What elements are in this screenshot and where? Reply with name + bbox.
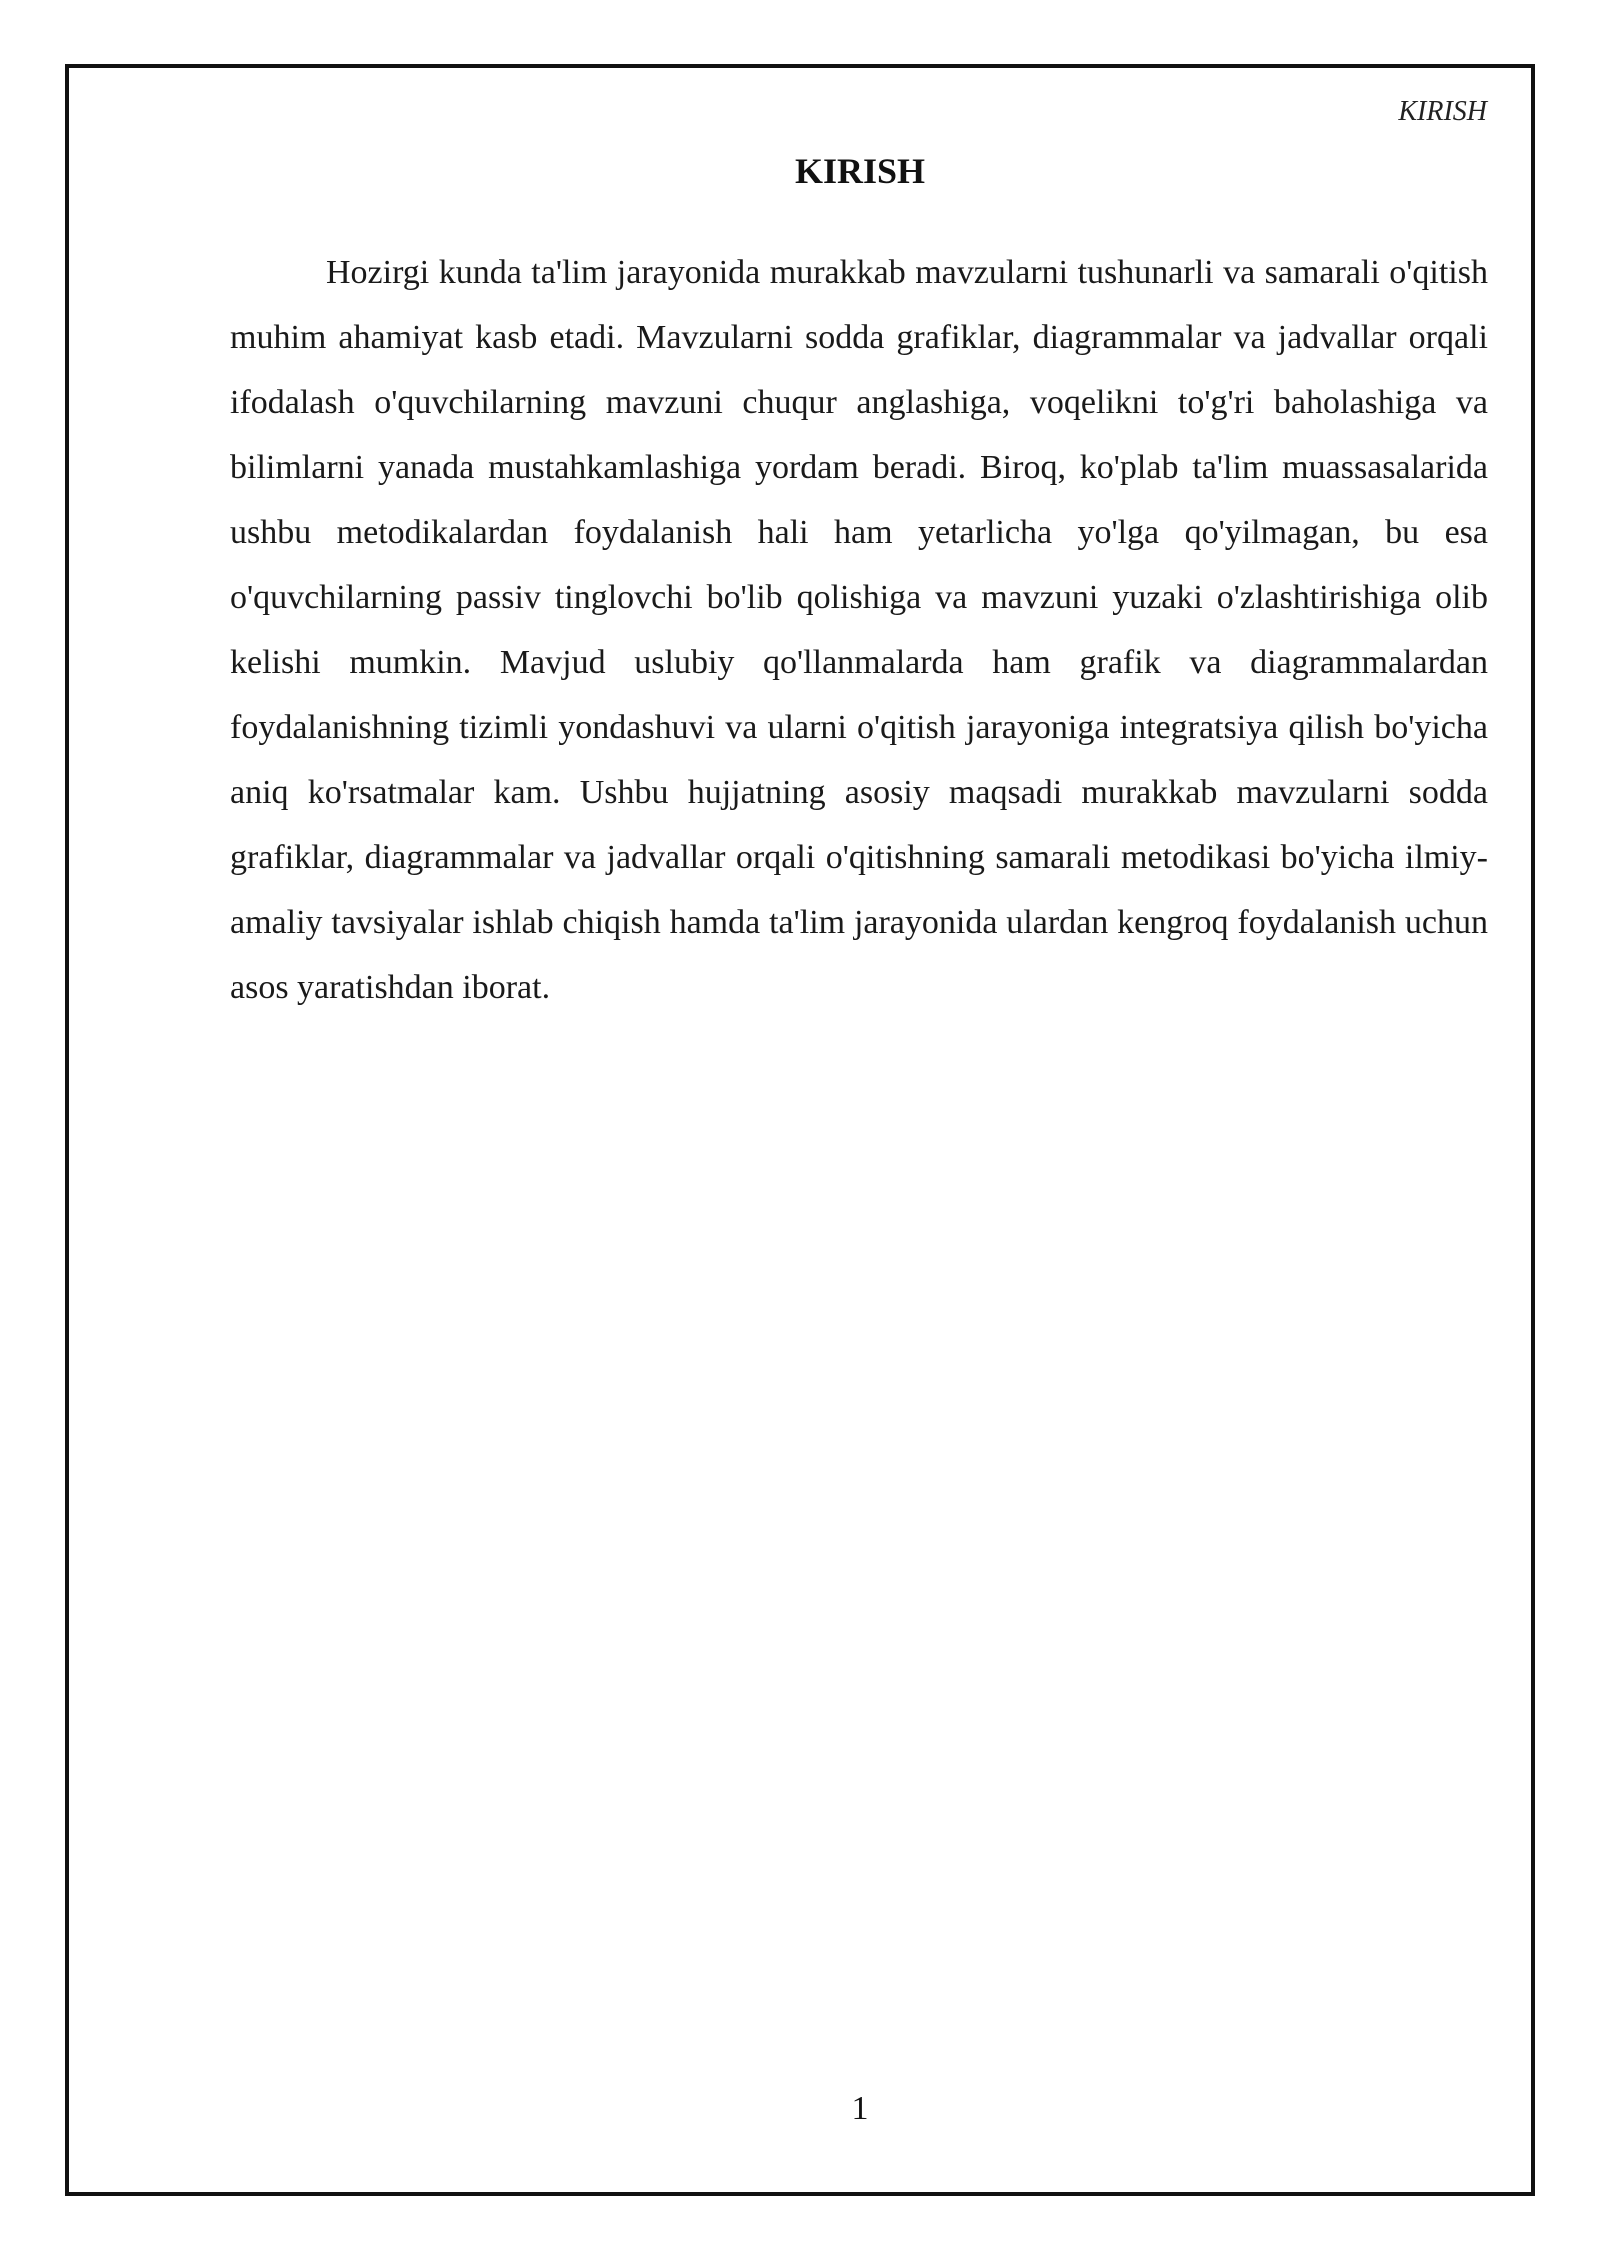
body-paragraph: Hozirgi kunda ta'lim jarayonida murakkab mavzularni tushunarli va samarali o'qitish muhim ahamiyat kasb etadi. Mavzularni sodda grafiklar, diagrammalar va jadvallar orqali ifodalash o'quvchilarning mavzuni chuqur anglashiga, voqelikni to'g'ri baholashiga va bilimlarni yanada mustahkamlashiga yordam beradi. Biroq, ko'plab ta'lim muassasalarida ushbu metodikalardan foydalanish hali ham yetarlicha yo'lga qo'yilmagan, bu esa o'quvchilarning passiv tinglovchi bo'lib qolishiga va mavzuni yuzaki o'zlashtirishiga olib kelishi mumkin. Mavjud uslubiy qo'llanmalarda ham grafik va diagrammalardan foydalanishning tizimli yondashuvi va ularni o'qitish jarayoniga integratsiya qilish bo'yicha aniq ko'rsatmalar kam. Ushbu hujjatning asosiy maqsadi murakkab mavzularni sodda grafiklar, diagrammalar va jadvallar orqali o'qitishning samarali metodikasi bo'yicha ilmiy-amaliy tavsiyalar ishlab chiqish hamda ta'lim jarayonida ulardan kengroq foydalanish uchun asos yaratishdan iborat.	[230, 254, 1488, 1006]
page-number: 1	[851, 2090, 869, 2127]
section-title: KIRISH	[794, 151, 926, 191]
running-header: KIRISH	[1398, 96, 1487, 127]
